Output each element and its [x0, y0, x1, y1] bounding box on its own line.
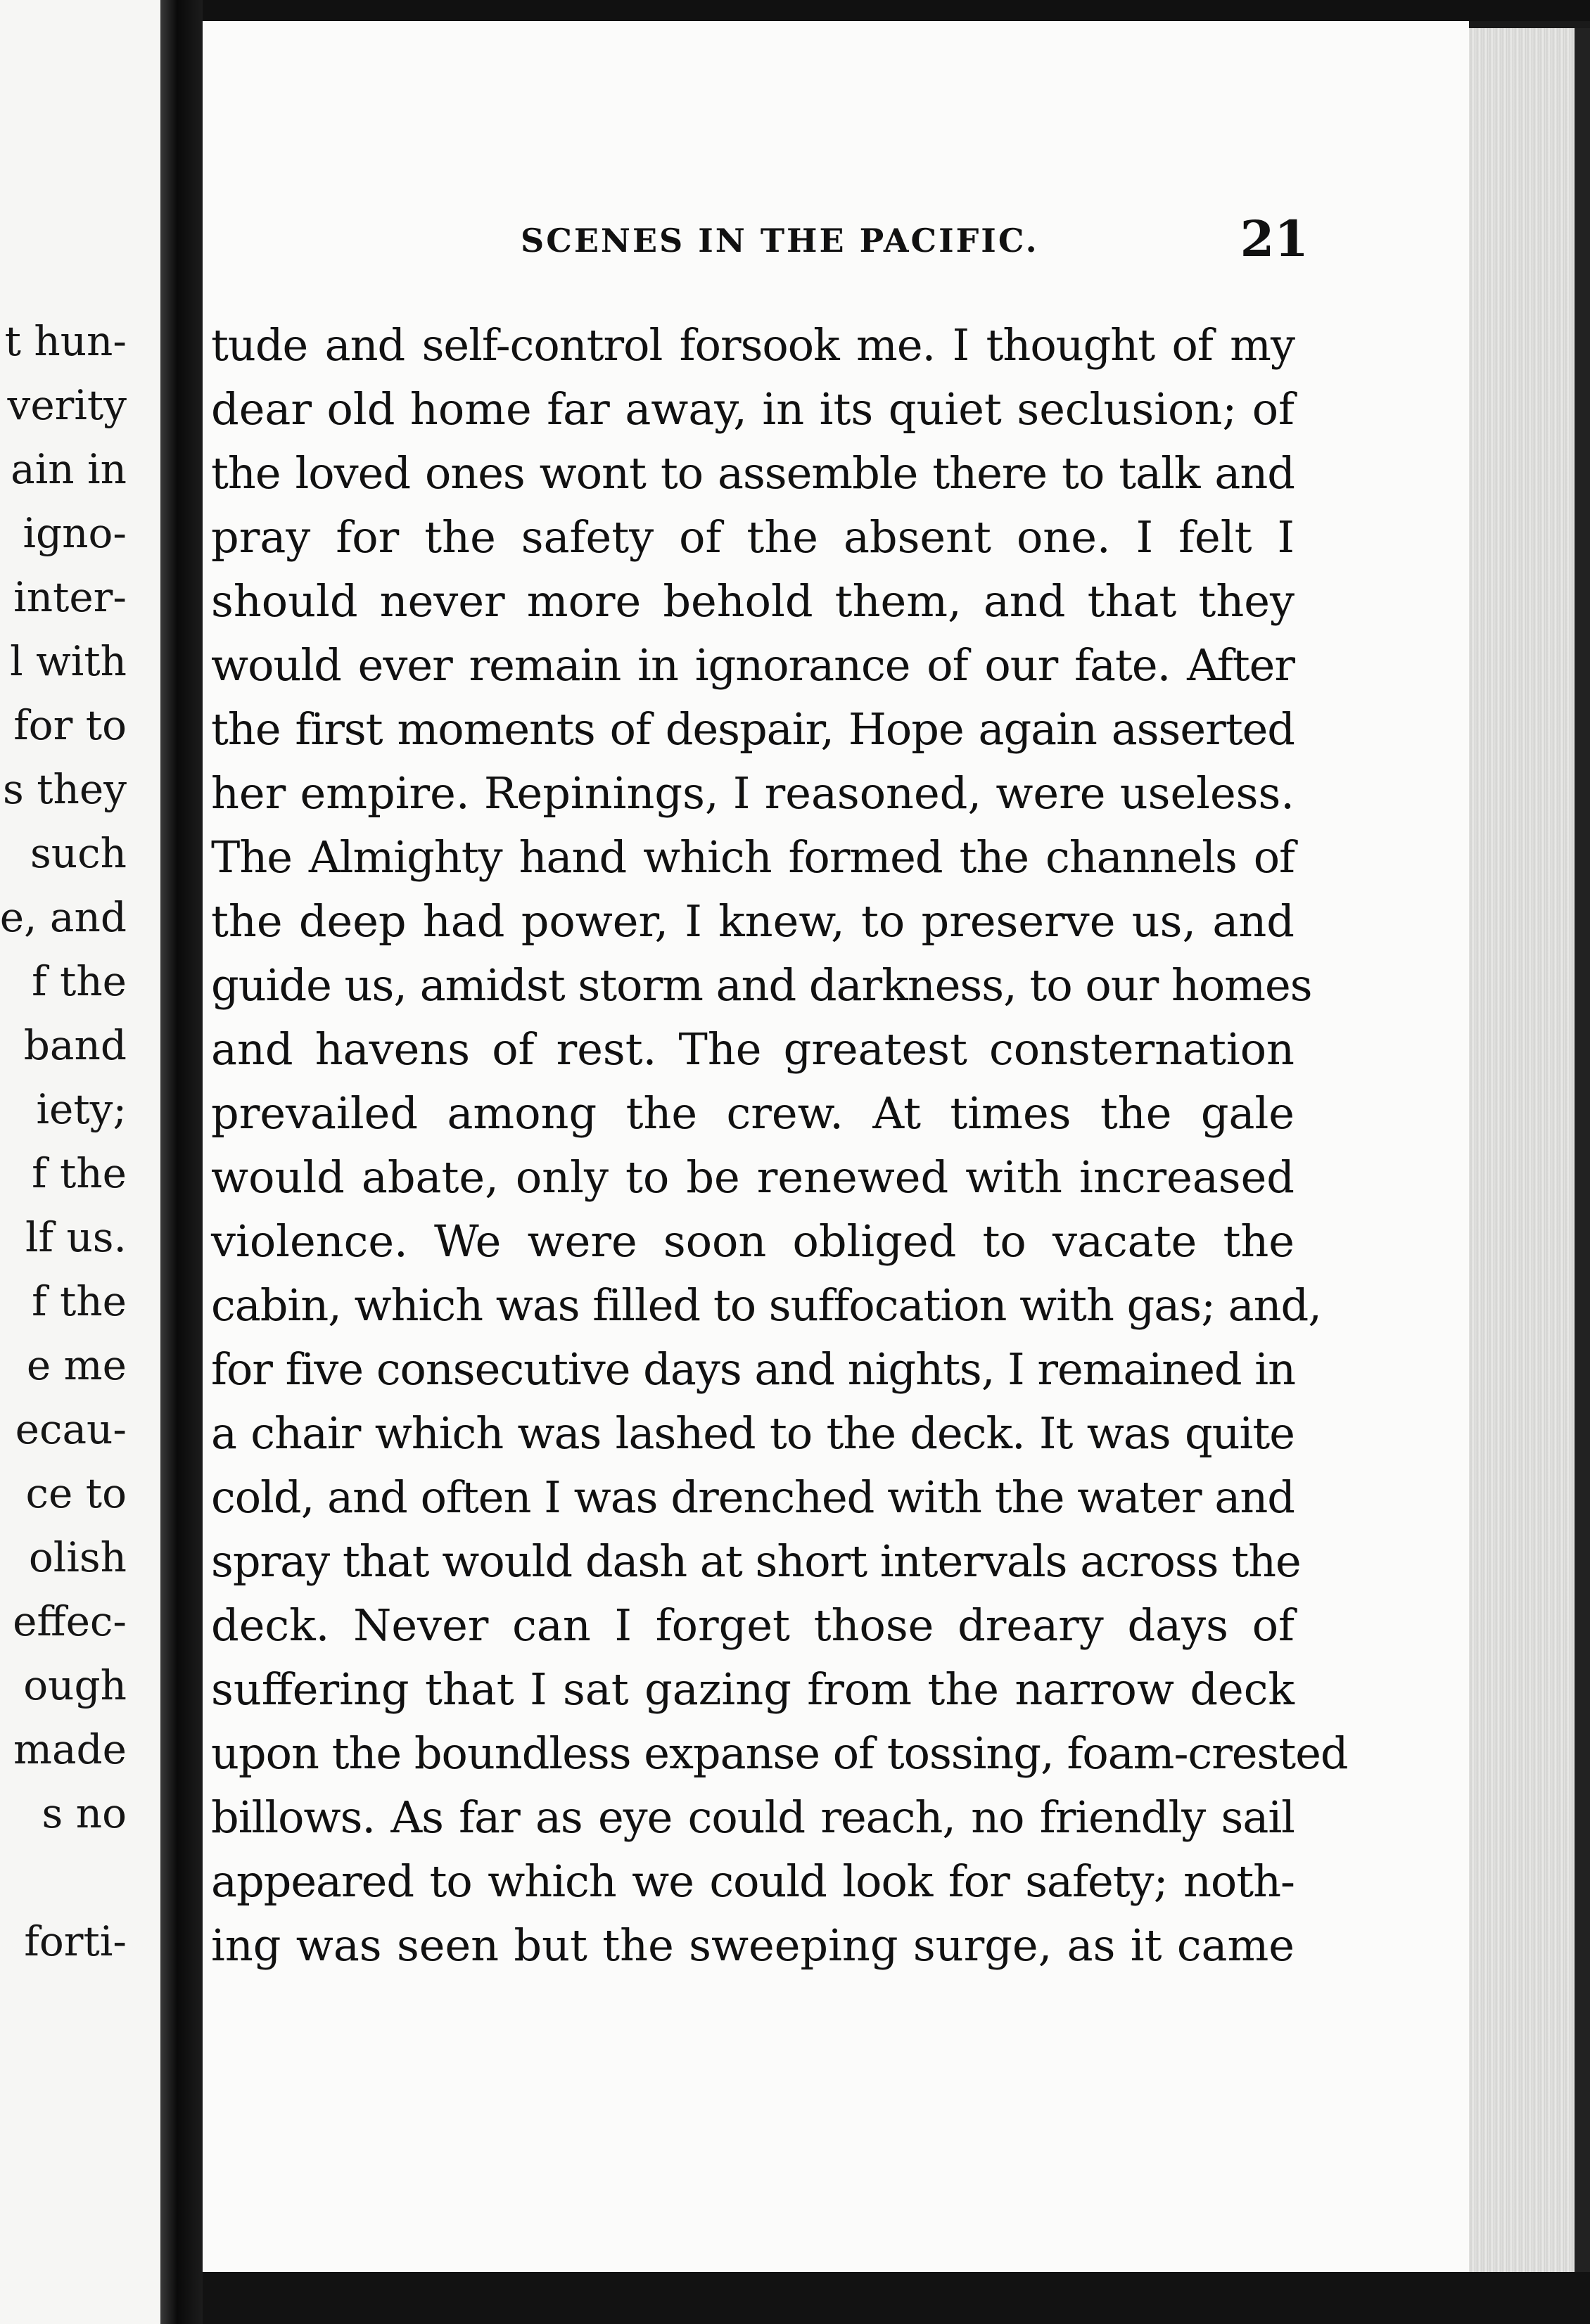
left-fragment: olish — [28, 1533, 127, 1581]
left-fragment: lf us. — [25, 1213, 127, 1261]
text-line: guide us, amidst storm and darkness, to our homes — [211, 959, 1312, 1011]
top-shadow — [0, 0, 1590, 21]
left-fragment: forti- — [24, 1917, 127, 1965]
left-fragment: l with — [10, 637, 127, 685]
left-fragment: e me — [26, 1341, 127, 1389]
text-line: violence. We were soon obliged to vacate the — [211, 1215, 1295, 1267]
text-line: and havens of rest. The greatest consternation — [211, 1023, 1295, 1075]
text-line: The Almighty hand which formed the channels of — [211, 831, 1295, 883]
left-fragment: t hun- — [4, 317, 127, 365]
text-line: should never more behold them, and that they — [211, 575, 1295, 627]
edge-shadow — [1575, 28, 1590, 2324]
left-fragment: made — [13, 1725, 127, 1773]
text-line: the first moments of despair, Hope again asserted — [211, 703, 1295, 755]
text-line: suffering that I sat gazing from the narrow deck — [211, 1664, 1295, 1715]
text-line: prevailed among the crew. At times the gale — [211, 1087, 1295, 1139]
text-line: would ever remain in ignorance of our fate. After — [211, 639, 1295, 691]
left-fragment: e, and — [0, 893, 127, 941]
left-fragment: s no — [42, 1789, 127, 1837]
book-gutter — [160, 0, 203, 2324]
page-number: 21 — [1240, 210, 1309, 268]
body-text — [211, 313, 1348, 1977]
left-fragment: ecau- — [15, 1405, 127, 1453]
bottom-shadow — [203, 2272, 1590, 2324]
text-line: deck. Never can I forget those dreary days of — [211, 1600, 1295, 1651]
left-fragment: igno- — [23, 509, 127, 557]
left-fragment: f the — [32, 1277, 127, 1325]
text-line: cold, and often I was drenched with the water and — [211, 1471, 1295, 1523]
text-line: tude and self-control forsook me. I thought of my — [211, 319, 1295, 371]
text-line: upon the boundless expanse of tossing, foam-crested — [211, 1728, 1348, 1779]
text-line: pray for the safety of the absent one. I felt I — [211, 511, 1295, 563]
left-fragment: effec- — [13, 1597, 127, 1645]
left-fragment: such — [30, 829, 127, 877]
text-line: the deep had power, I knew, to preserve us, and — [211, 895, 1295, 947]
page-edges — [1469, 28, 1575, 2300]
running-head: SCENES IN THE PACIFIC. — [521, 222, 1039, 260]
left-fragment: iety; — [36, 1085, 127, 1133]
text-line: her empire. Repinings, I reasoned, were useless. — [211, 767, 1295, 819]
left-fragment: f the — [32, 1149, 127, 1197]
text-line: ing was seen but the sweeping surge, as it came — [211, 1920, 1295, 1971]
left-fragment: band — [23, 1021, 127, 1069]
left-page — [0, 0, 160, 2324]
text-line: dear old home far away, in its quiet seclusion; of — [211, 383, 1295, 435]
text-line: cabin, which was filled to suffocation with gas; and, — [211, 1279, 1321, 1331]
left-fragment: ough — [23, 1661, 127, 1709]
text-line: a chair which was lashed to the deck. It was quite — [211, 1407, 1295, 1459]
left-fragment: ce to — [25, 1469, 127, 1517]
text-line: for five consecutive days and nights, I remained in — [211, 1343, 1296, 1395]
text-line: would abate, only to be renewed with increased — [211, 1151, 1295, 1203]
left-fragment: s they — [3, 765, 127, 813]
text-line: spray that would dash at short intervals across the — [211, 1536, 1301, 1587]
left-fragment: inter- — [13, 573, 127, 621]
left-fragment: ain in — [11, 445, 127, 493]
text-line: the loved ones wont to assemble there to talk and — [211, 447, 1295, 499]
text-line: appeared to which we could look for safety; noth- — [211, 1856, 1295, 1907]
text-line: billows. As far as eye could reach, no friendly sail — [211, 1792, 1295, 1843]
left-fragment: f the — [32, 957, 127, 1005]
left-fragment: for to — [13, 701, 127, 749]
left-fragment: verity — [7, 381, 127, 429]
